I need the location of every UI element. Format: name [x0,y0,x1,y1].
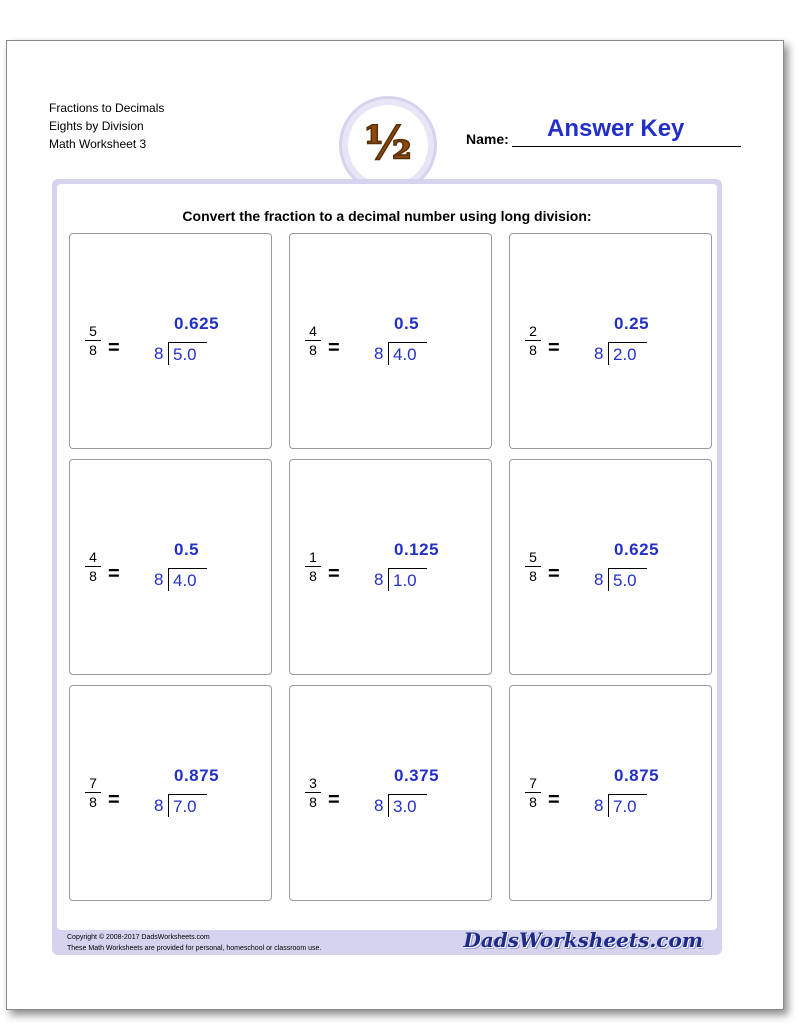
quotient-answer: 0.875 [614,766,660,785]
problem-box [509,459,712,675]
denominator: 8 [309,342,317,358]
divisor: 8 [374,570,384,589]
dividend: 1.0 [388,568,427,591]
denominator: 8 [529,794,537,810]
equals-sign: = [548,563,560,585]
problem-box [289,459,492,675]
equals-sign: = [108,337,120,359]
equals-sign: = [548,789,560,811]
title-line-1: Fractions to Decimals [49,101,165,115]
denominator: 8 [309,794,317,810]
equals-sign: = [328,789,340,811]
quotient-answer: 0.5 [394,314,420,333]
divisor: 8 [594,344,604,363]
copyright-text: Copyright © 2008-2017 DadsWorksheets.com [67,934,210,941]
quotient-answer: 0.5 [174,540,200,559]
denominator: 8 [89,568,97,584]
name-label: Name: [466,131,509,147]
numerator: 4 [89,549,97,565]
problem-box [289,685,492,901]
numerator: 2 [529,323,537,339]
dividend: 4.0 [388,342,427,365]
divisor: 8 [594,796,604,815]
quotient-answer: 0.375 [394,766,440,785]
divisor: 8 [374,344,384,363]
quotient-answer: 0.875 [174,766,220,785]
numerator: 1 [309,549,317,565]
fraction [524,322,542,359]
numerator: 5 [529,549,537,565]
divisor: 8 [154,796,164,815]
dividend: 5.0 [608,568,647,591]
worksheet-page [6,40,784,1010]
dividend: 3.0 [388,794,427,817]
fraction [524,774,542,811]
dividend: 2.0 [608,342,647,365]
denominator: 8 [529,342,537,358]
worksheet-title [49,99,164,153]
fraction [84,774,102,811]
divisor: 8 [154,570,164,589]
footer-copyright [67,932,321,954]
quotient-answer: 0.125 [394,540,440,559]
name-line[interactable] [512,146,741,147]
equals-sign: = [328,337,340,359]
denominator: 8 [89,794,97,810]
numerator: 5 [89,323,97,339]
fraction [304,774,322,811]
usage-notice: These Math Worksheets are provided for personal, homeschool or classroom use. [67,945,322,952]
numerator: 7 [89,775,97,791]
problem-frame [52,179,722,955]
numerator: 4 [309,323,317,339]
numerator: 7 [529,775,537,791]
equals-sign: = [108,563,120,585]
quotient-answer: 0.625 [174,314,220,333]
problem-area [57,184,717,952]
logo-glyph: ½ [364,116,412,170]
quotient-answer: 0.625 [614,540,660,559]
problem-box [69,685,272,901]
fraction [84,548,102,585]
divisor: 8 [594,570,604,589]
answer-key-label: Answer Key [547,115,685,142]
quotient-answer: 0.25 [614,314,650,333]
instructions: Convert the fraction to a decimal number using long division: [182,208,592,224]
logo-circle [348,105,428,185]
fraction [84,322,102,359]
numerator: 3 [309,775,317,791]
half-icon [356,113,420,177]
problem-box [509,685,712,901]
denominator: 8 [309,568,317,584]
divisor: 8 [154,344,164,363]
dividend: 7.0 [168,794,207,817]
dividend: 5.0 [168,342,207,365]
problem-box [289,233,492,449]
brand-logo: DadsWorksheets.com [463,928,703,952]
fraction [304,322,322,359]
equals-sign: = [548,337,560,359]
title-line-3: Math Worksheet 3 [49,137,147,151]
fraction [304,548,322,585]
denominator: 8 [529,568,537,584]
title-line-2: Eights by Division [49,119,144,133]
denominator: 8 [89,342,97,358]
equals-sign: = [328,563,340,585]
equals-sign: = [108,789,120,811]
fraction [524,548,542,585]
problem-box [69,459,272,675]
problem-box [69,233,272,449]
dividend: 7.0 [608,794,647,817]
divisor: 8 [374,796,384,815]
problem-box [509,233,712,449]
dividend: 4.0 [168,568,207,591]
